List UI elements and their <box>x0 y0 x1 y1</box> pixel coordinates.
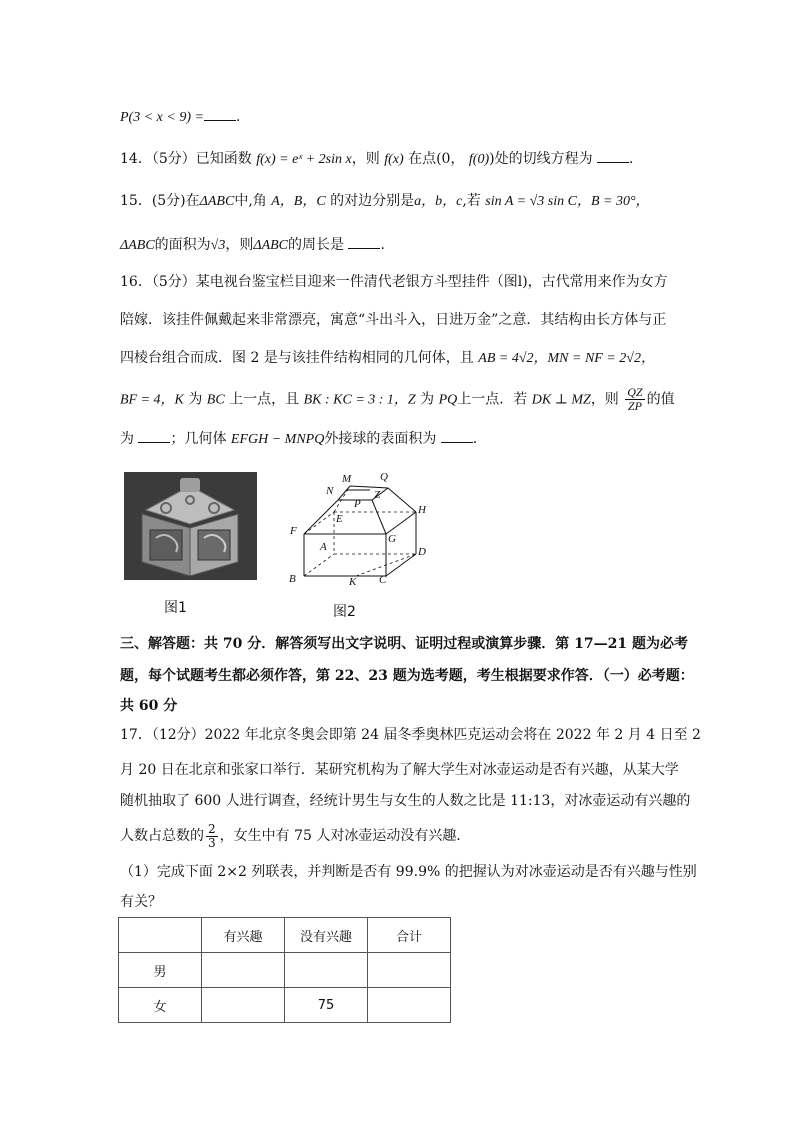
q15-prefix: 15．(5分)在 <box>120 193 200 209</box>
q16-t5: ，则 <box>590 391 619 408</box>
q16-line3-math: AB = 4√2，MN = NF = 2√2， <box>478 351 655 366</box>
q14-function: f(x) = eˣ + 2sin x <box>256 152 352 167</box>
q14-fx: f(x) <box>384 152 404 167</box>
table-cell: 75 <box>285 988 368 1023</box>
label-A: A <box>320 541 327 553</box>
label-N: N <box>326 485 334 497</box>
label-B: B <box>289 573 296 585</box>
q16-l5-t3: 外接球的表面积为 <box>324 431 437 447</box>
q15-triangle3: ΔABC <box>253 238 289 253</box>
label-G: G <box>388 533 396 545</box>
table-header-cell: 合计 <box>368 918 451 953</box>
q15-area: √3 <box>210 238 226 253</box>
q14-mid: ，则 <box>351 151 380 167</box>
figure1-caption: 图1 <box>164 600 187 616</box>
q14-line <box>120 148 634 170</box>
q17-frac-den: 3 <box>208 835 216 850</box>
q17-line2: 月 20 日在北京和张家口举行．某研究机构为了解大学生对冰壶运动是否有兴趣，从某大学 <box>120 762 679 778</box>
q16-frac-den: ZP <box>627 399 642 413</box>
q17-line4-b: ，女生中有 75 人对冰壶运动没有兴趣． <box>219 828 471 844</box>
q15-sides: a，b，c <box>414 194 463 209</box>
q14-tail2: )处的切线方程为 <box>489 151 593 167</box>
q15-mid: 中,角 <box>234 193 267 209</box>
label-E: E <box>336 513 343 525</box>
q16-perp: DK ⊥ MZ <box>531 392 591 408</box>
label-C: C <box>379 574 387 586</box>
table-row <box>119 953 451 988</box>
q15-line2-mid2: ，则 <box>225 237 254 253</box>
q16-t3: 为 <box>420 391 435 408</box>
label-M: M <box>342 473 352 485</box>
q14-tail: 在点(0， <box>408 151 465 167</box>
q15-triangle2: ΔABC <box>120 238 155 253</box>
q15-line2 <box>120 234 385 256</box>
q13-line <box>120 106 240 128</box>
label-D: D <box>418 546 426 558</box>
q17-part1-line1: （1）完成下面 2×2 列联表，并判断是否有 99.9% 的把握认为对冰壶运动是否有兴趣与性别 <box>120 864 697 880</box>
q16-t6: 的值 <box>646 391 675 408</box>
q16-line5 <box>120 428 477 450</box>
label-K: K <box>349 576 357 588</box>
q14-end: . <box>629 151 634 167</box>
label-P: P <box>354 498 361 510</box>
q17-line3: 随机抽取了 600 人进行调查，经统计男生与女生的人数之比是 11:13，对冰壶运动有兴趣的 <box>120 793 691 809</box>
q16-l5-t1: 为 <box>120 431 134 447</box>
q16-bf: BF = 4，K <box>120 392 184 408</box>
q16-pq: PQ <box>438 392 458 408</box>
label-Q: Q <box>380 471 388 483</box>
figure2-caption: 图2 <box>333 604 356 620</box>
table-row <box>119 988 451 1023</box>
table-header-cell: 没有兴趣 <box>285 918 368 953</box>
q14-prefix: 14．（5分）已知函数 <box>120 151 252 167</box>
table-cell: 男 <box>119 953 202 988</box>
q15-line2-tail: 的周长是 <box>288 237 345 253</box>
table-cell <box>368 988 451 1023</box>
q16-fraction <box>625 386 644 413</box>
q15-end: . <box>380 237 385 253</box>
q16-line1: 16．（5分）某电视台鉴宝栏目迎来一件清代老银方斗型挂件（图l)，古代常用来作为女方 <box>120 274 668 290</box>
q17-part1-line2: 有关？ <box>120 894 162 910</box>
q16-t4: 上一点．若 <box>457 391 528 408</box>
q15-mid3: ,若 <box>462 193 481 209</box>
q17-line4-a: 人数占总数的 <box>120 828 204 844</box>
q16-line4 <box>120 386 675 413</box>
table-cell <box>202 988 285 1023</box>
table-header-cell: 有兴趣 <box>202 918 285 953</box>
q15-condition: sin A = √3 sin C，B = 30°， <box>485 194 650 209</box>
q16-bc: BC <box>206 392 225 408</box>
label-H: H <box>418 504 426 516</box>
label-F: F <box>290 525 297 537</box>
table-header-row <box>119 918 451 953</box>
q15-line1 <box>120 191 650 212</box>
q16-l5-t2: ；几何体 <box>170 431 227 447</box>
q15-line2-mid: 的面积为 <box>154 237 211 253</box>
q15-triangle: ΔABC <box>199 194 235 209</box>
q14-f0: f(0) <box>468 152 490 167</box>
answer-blank <box>441 428 473 443</box>
q17-fraction <box>206 823 218 850</box>
q13-end: . <box>235 109 241 125</box>
table-header-cell <box>119 918 202 953</box>
section3-line2: 题，每个试题考生都必须作答，第 22、23 题为选考题，考生根据要求作答．（一）必考题： <box>120 668 694 684</box>
fig2-labels <box>286 470 436 590</box>
q16-end: . <box>472 431 478 447</box>
pendant-photo <box>124 472 257 580</box>
q13-expr: P(3 < x < 9) = <box>120 110 204 125</box>
q16-solid: EFGH − MNPQ <box>230 432 325 447</box>
q16-line3-text: 四棱台组合而成．图 2 是与该挂件结构相同的几何体，且 <box>120 350 474 366</box>
q17-line4 <box>120 822 470 850</box>
label-Z: Z <box>374 489 381 501</box>
q16-line3 <box>120 348 655 369</box>
contingency-table <box>118 917 451 1023</box>
q15-mid2: 的对边分别是 <box>330 193 415 209</box>
table-cell <box>202 953 285 988</box>
q17-line1: 17．（12分）2022 年北京冬奥会即第 24 届冬季奥林匹克运动会将在 2022 年 2 月 4 日至 2 <box>120 727 701 743</box>
q15-angles: A，B，C <box>271 194 326 209</box>
section3-line3: 共 60 分 <box>120 698 178 714</box>
q16-t1: 为 <box>188 391 203 408</box>
q16-frac-num: QZ <box>627 385 643 399</box>
q16-ratio: BK : KC = 3 : 1，Z <box>303 392 416 408</box>
table-cell <box>285 953 368 988</box>
answer-blank <box>204 106 236 121</box>
answer-blank <box>138 428 170 443</box>
answer-blank <box>348 234 380 249</box>
table-cell <box>368 953 451 988</box>
table-cell: 女 <box>119 988 202 1023</box>
q16-t2: 上一点，且 <box>229 391 300 408</box>
q16-line2: 陪嫁．该挂件佩戴起来非常漂亮，寓意“斗出斗入，日进万金”之意．其结构由长方体与正 <box>120 312 667 328</box>
section3-line1: 三、解答题：共 70 分．解答须写出文字说明、证明过程或演算步骤．第 17—21 题为必考 <box>120 636 688 652</box>
pendant-illustration <box>124 472 257 580</box>
answer-blank <box>597 148 629 163</box>
q17-frac-num: 2 <box>208 821 216 836</box>
